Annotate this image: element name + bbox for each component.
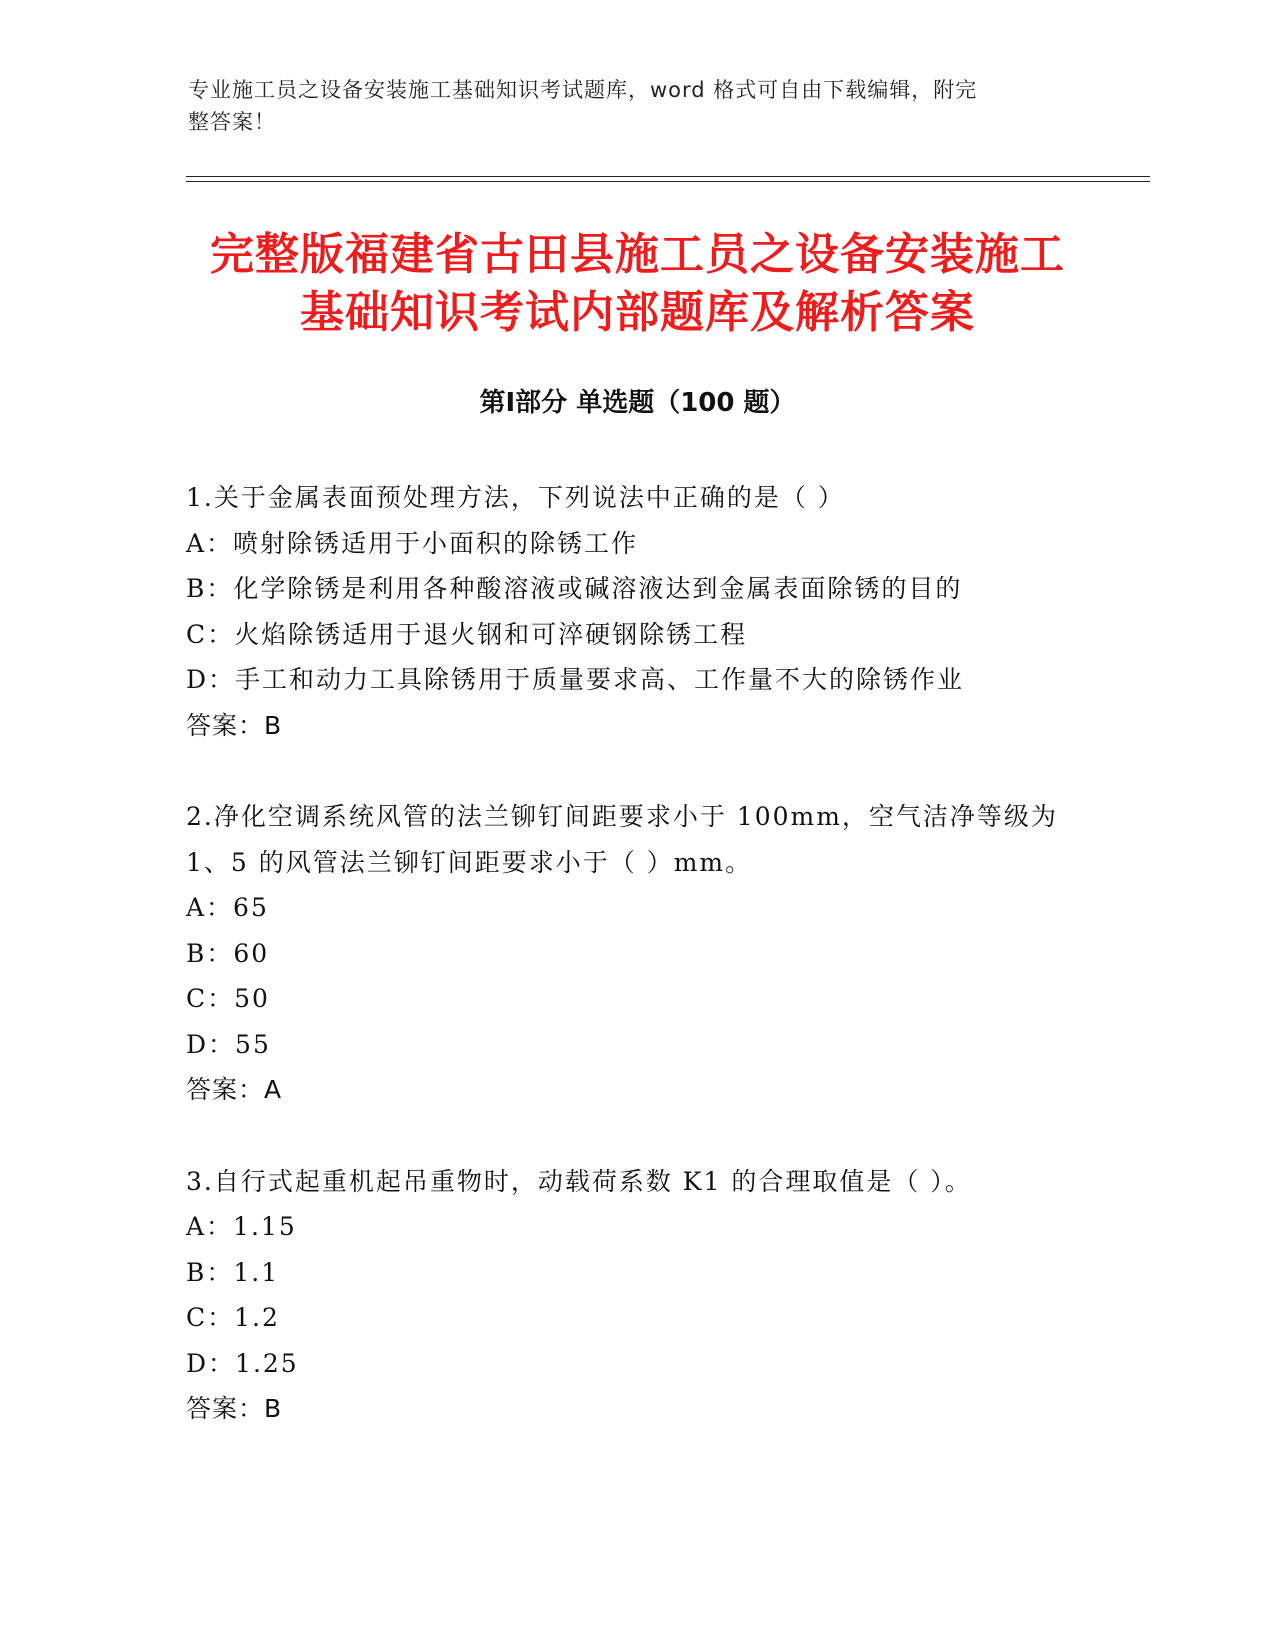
question-1-option-c: C：火焰除锈适用于退火钢和可淬硬钢除锈工程 <box>186 619 748 649</box>
question-1-option-a: A：喷射除锈适用于小面积的除锈工作 <box>186 528 639 558</box>
question-3-option-b: B：1.1 <box>186 1257 280 1287</box>
question-1 <box>186 475 1086 748</box>
question-3-option-a: A：1.15 <box>186 1212 297 1241</box>
question-3-option-c: C：1.2 <box>186 1303 280 1332</box>
header-divider-bottom <box>186 181 1150 182</box>
question-2-option-c: C：50 <box>186 984 270 1013</box>
question-3-option-d: D：1.25 <box>186 1348 299 1378</box>
question-1-option-b: B：化学除锈是利用各种酸溶液或碱溶液达到金属表面除锈的目的 <box>186 574 963 603</box>
question-2-stem-line-1: 2.净化空调系统风管的法兰铆钉间距要求小于 100mm，空气洁净等级为 <box>186 802 1058 831</box>
question-2-option-b: B：60 <box>186 938 270 968</box>
header-divider-top <box>186 176 1150 177</box>
question-2-answer: 答案：A <box>186 1075 283 1104</box>
question-3-answer: 答案：B <box>186 1394 283 1423</box>
question-2 <box>186 794 1086 1113</box>
header-note-line-1: 专业施工员之设备安装施工基础知识考试题库，word 格式可自由下载编辑，附完 <box>188 78 978 102</box>
question-1-option-d: D：手工和动力工具除锈用于质量要求高、工作量不大的除锈作业 <box>186 665 965 694</box>
question-3-stem: 3.自行式起重机起吊重物时，动载荷系数 K1 的合理取值是（ ）。 <box>186 1166 972 1196</box>
question-3 <box>186 1159 1086 1432</box>
header-note-line-2: 整答案！ <box>188 110 276 134</box>
question-list <box>186 475 1086 1478</box>
document-title-line-1: 完整版福建省古田县施工员之设备安装施工 <box>210 229 1065 280</box>
question-2-stem-line-2: 1、5 的风管法兰铆钉间距要求小于（ ）mm。 <box>186 847 753 877</box>
document-header-note <box>188 74 1088 138</box>
document-title <box>160 226 1115 342</box>
question-2-option-a: A：65 <box>186 893 269 922</box>
document-title-line-2: 基础知识考试内部题库及解析答案 <box>300 287 975 338</box>
question-2-option-d: D：55 <box>186 1029 271 1059</box>
question-1-stem: 1.关于金属表面预处理方法，下列说法中正确的是（ ） <box>186 483 845 512</box>
section-heading: 第Ⅰ部分 单选题（100 题） <box>479 388 796 418</box>
question-1-answer: 答案：B <box>186 710 283 740</box>
